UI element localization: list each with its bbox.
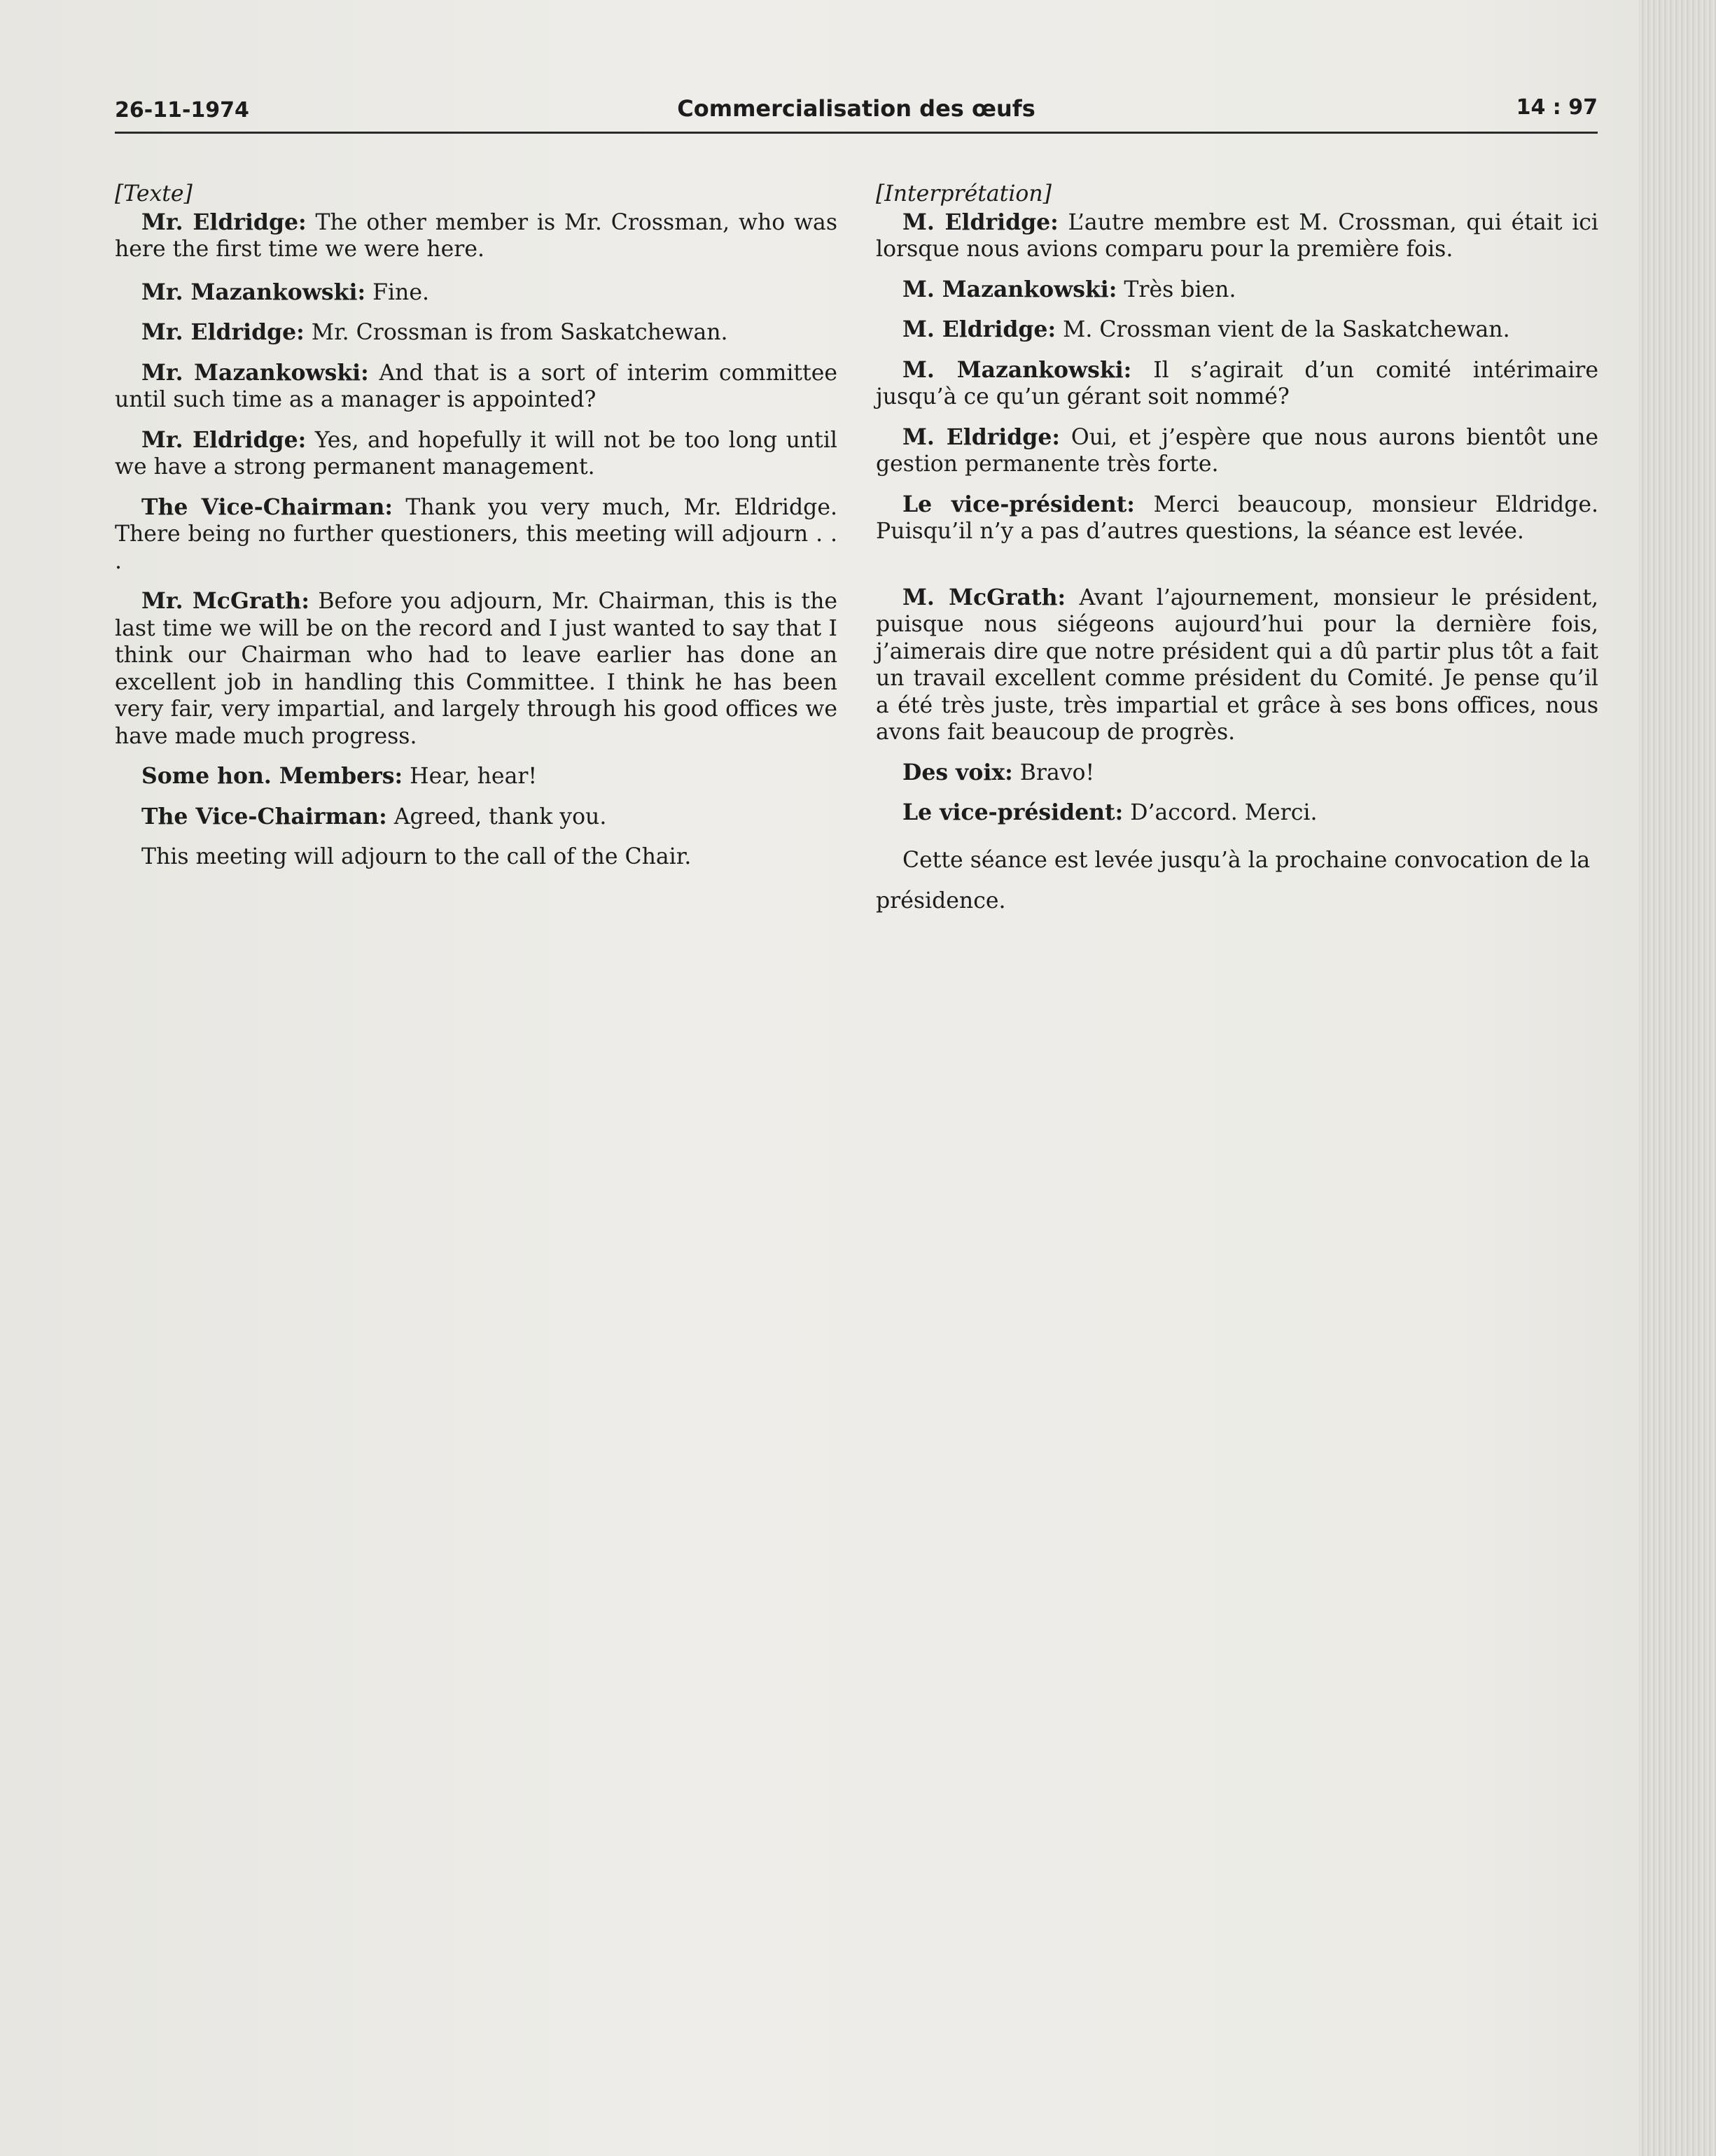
transcript-entry bbox=[876, 799, 1598, 827]
speech-text: Avant l’ajournement, monsieur le président, puisque nous siégeons aujourd’hui pour la dernière fois, j’aimerais dire que notre président qui a dû partir plus tôt a fait un travail excellent comme président du Comité. Je pense qu’il a été très juste, très impartial et grâce à ses bons offices, nous avons fait beaucoup de progrès. bbox=[876, 584, 1598, 745]
speech-text: Il s’agirait d’un comité intérimaire jusqu’à ce qu’un gérant soit nommé? bbox=[876, 357, 1598, 410]
speech-text: D’accord. Merci. bbox=[1123, 800, 1318, 825]
speaker-name: Mr. McGrath: bbox=[141, 588, 309, 614]
speaker-name: M. Mazankowski: bbox=[902, 356, 1132, 383]
english-language-label: [Texte] bbox=[115, 181, 193, 206]
speaker-name: M. Mazankowski: bbox=[902, 276, 1117, 302]
adjournment-note: Cette séance est levée jusqu’à la prochaine convocation de la présidence. bbox=[876, 847, 1591, 913]
transcript-entry bbox=[876, 584, 1598, 746]
speech-text: Thank you very much, Mr. Eldridge. There being no further questioners, this meeting will adjourn . . . bbox=[115, 494, 837, 574]
speech-text: Before you adjourn, Mr. Chairman, this is the last time we will be on the record and I just wanted to say that I think our Chairman who had to leave earlier has done an excellent job in handling this Committee. I think he has been very fair, very impartial, and largely through his good offices we have made much progress. bbox=[115, 589, 838, 749]
speaker-name: M. Eldridge: bbox=[902, 209, 1059, 235]
header-page-number: 14 : 97 bbox=[1516, 95, 1598, 120]
speaker-name: M. McGrath: bbox=[902, 584, 1066, 610]
transcript-entry bbox=[876, 357, 1598, 411]
speaker-name: M. Eldridge: bbox=[902, 316, 1056, 342]
speaker-name: Mr. Eldridge: bbox=[141, 426, 307, 453]
running-header bbox=[115, 90, 1598, 134]
speaker-name: Des voix: bbox=[902, 759, 1013, 785]
speech-text: And that is a sort of interim committee until such time as a manager is appointed? bbox=[115, 360, 837, 412]
speaker-name: M. Eldridge: bbox=[902, 424, 1060, 450]
speech-text: Hear, hear! bbox=[403, 764, 538, 789]
transcript-entry bbox=[115, 804, 837, 831]
speaker-name: Mr. Eldridge: bbox=[141, 209, 307, 235]
speech-text: Oui, et j’espère que nous aurons bientôt une gestion permanente très forte. bbox=[876, 424, 1598, 477]
header-date: 26-11-1974 bbox=[115, 98, 249, 122]
adjournment-note: This meeting will adjourn to the call of the Chair. bbox=[141, 844, 692, 869]
transcript-entry bbox=[876, 424, 1598, 478]
speaker-name: Le vice-président: bbox=[902, 799, 1124, 825]
header-title: Commercialisation des œufs bbox=[677, 95, 1035, 122]
transcript-entry bbox=[876, 276, 1598, 304]
transcript-entry bbox=[115, 763, 837, 790]
speech-text: Yes, and hopefully it will not be too long until we have a strong permanent management. bbox=[115, 427, 837, 479]
french-column bbox=[876, 181, 1598, 934]
speaker-name: The Vice-Chairman: bbox=[141, 493, 393, 520]
transcript-entry bbox=[876, 491, 1598, 545]
speech-text: Mr. Crossman is from Saskatchewan. bbox=[304, 320, 728, 345]
speech-text: Très bien. bbox=[1117, 276, 1236, 302]
transcript-entry bbox=[115, 360, 837, 414]
speaker-name: Le vice-président: bbox=[902, 491, 1135, 517]
transcript-entry bbox=[115, 209, 837, 263]
speaker-name: Mr. Eldridge: bbox=[141, 319, 305, 345]
speaker-name: Mr. Mazankowski: bbox=[141, 359, 369, 386]
transcript-entry bbox=[115, 279, 837, 307]
stacked-page-edges bbox=[1639, 0, 1716, 2156]
speech-text: The other member is Mr. Crossman, who was here the first time we were here. bbox=[115, 209, 838, 262]
speech-text: Bravo! bbox=[1012, 760, 1095, 785]
transcript-entry bbox=[115, 588, 837, 750]
speech-text: Agreed, thank you. bbox=[386, 804, 607, 830]
transcript-entry bbox=[115, 427, 837, 481]
speech-text: L’autre membre est M. Crossman, qui était ici lorsque nous avions comparu pour la première fois. bbox=[876, 209, 1598, 262]
transcript-entry bbox=[876, 209, 1598, 263]
transcript-entry bbox=[876, 316, 1598, 344]
english-column bbox=[115, 181, 837, 884]
transcript-entry bbox=[115, 494, 837, 575]
transcript-entry bbox=[115, 319, 837, 346]
speech-text: Merci beaucoup, monsieur Eldridge. Puisqu’il n’y a pas d’autres questions, la séance est levée. bbox=[876, 491, 1598, 544]
speech-text: Fine. bbox=[365, 279, 429, 305]
french-language-label: [Interprétation] bbox=[876, 181, 1052, 206]
speaker-name: Some hon. Members: bbox=[141, 763, 403, 789]
speaker-name: The Vice-Chairman: bbox=[141, 803, 387, 830]
speaker-name: Mr. Mazankowski: bbox=[141, 279, 366, 305]
transcript-entry bbox=[876, 760, 1598, 787]
speech-text: M. Crossman vient de la Saskatchewan. bbox=[1056, 317, 1510, 342]
